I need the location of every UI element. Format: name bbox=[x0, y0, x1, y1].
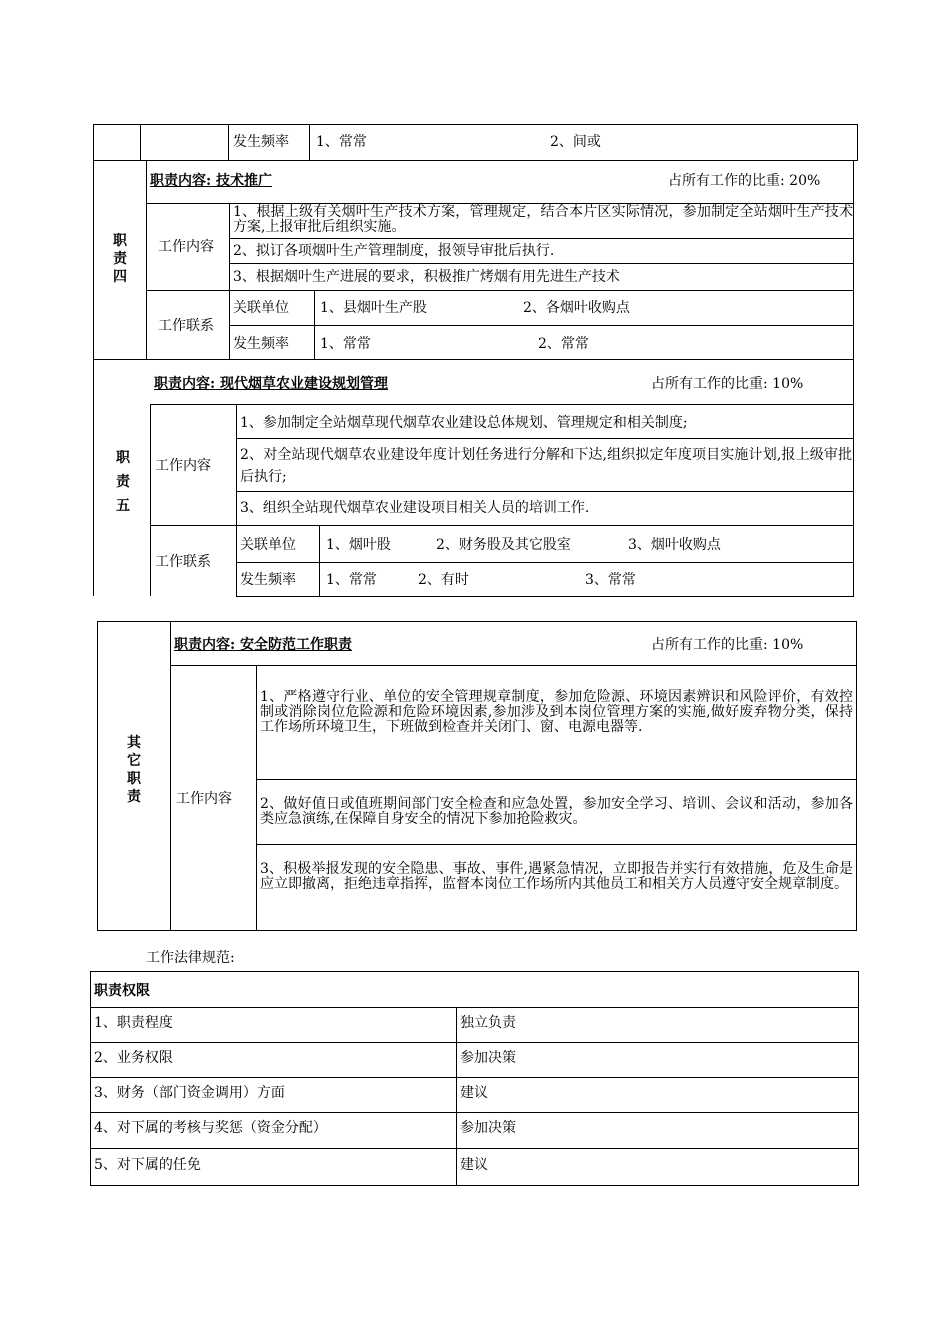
duty-4-related-label: 关联单位 bbox=[233, 300, 289, 316]
duty-4-frequency-1: 1、常常 bbox=[320, 336, 371, 352]
top-frequency-value-1: 1、常常 bbox=[316, 134, 367, 150]
authority-row-3-value: 建议 bbox=[460, 1085, 488, 1101]
duty-4-contact-label: 工作联系 bbox=[158, 318, 214, 334]
other-duty-work-content-label: 工作内容 bbox=[176, 791, 232, 807]
duty-5-work-content-label: 工作内容 bbox=[155, 458, 211, 474]
other-duty-item-3: 3、积极举报发现的安全隐患、事故、事件,遇紧急情况，立即报告并实行有效措施，危及生命是应立即撤离，拒绝违章指挥，监督本岗位工作场所内其他员工和相关方人员遵守安全规章制度。 bbox=[260, 861, 853, 892]
duty-4-related-2: 2、各烟叶收购点 bbox=[523, 300, 630, 316]
authority-row-4-item: 4、对下属的考核与奖惩（资金分配） bbox=[94, 1120, 327, 1136]
duty-4-title: 职责内容: 技术推广 bbox=[150, 173, 273, 189]
duty-5-frequency-3: 3、常常 bbox=[585, 572, 636, 588]
duty-4-side-label: 职 责 四 bbox=[113, 233, 127, 285]
duty-5-frequency-1: 1、常常 bbox=[326, 572, 377, 588]
authority-row-3-item: 3、财务（部门资金调用）方面 bbox=[94, 1085, 285, 1101]
duty-5-contact-label: 工作联系 bbox=[155, 554, 211, 570]
duty-5-related-3: 3、烟叶收购点 bbox=[628, 537, 721, 553]
duty-5-title: 职责内容: 现代烟草农业建设规划管理 bbox=[154, 376, 389, 392]
top-frequency-label: 发生频率 bbox=[233, 134, 289, 150]
other-duty-side-label: 其 它 职 责 bbox=[127, 735, 141, 805]
duty-5-ratio: 占所有工作的比重: 10% bbox=[651, 376, 804, 392]
duty-4-item-3: 3、根据烟叶生产进展的要求，积极推广烤烟有用先进生产技术 bbox=[233, 269, 620, 285]
authority-row-4-value: 参加决策 bbox=[460, 1120, 516, 1136]
authority-row-2-item: 2、业务权限 bbox=[94, 1050, 173, 1066]
duty-5-item-1: 1、参加制定全站烟草现代烟草农业建设总体规划、管理规定和相关制度; bbox=[240, 415, 688, 431]
duty-4-item-1: 1、根据上级有关烟叶生产技术方案，管理规定，结合本片区实际情况，参加制定全站烟叶生产技术方案,上报审批后组织实施。 bbox=[233, 204, 853, 235]
other-duty-title: 职责内容: 安全防范工作职责 bbox=[174, 637, 353, 653]
duty-4-related-1: 1、县烟叶生产股 bbox=[320, 300, 427, 316]
authority-row-1-value: 独立负责 bbox=[460, 1015, 516, 1031]
duty-5-related-1: 1、烟叶股 bbox=[326, 537, 391, 553]
duty-5-frequency-2: 2、有时 bbox=[418, 572, 469, 588]
duty-5-related-2: 2、财务股及其它股室 bbox=[436, 537, 571, 553]
authority-row-2-value: 参加决策 bbox=[460, 1050, 516, 1066]
other-duty-item-2: 2、做好值日或值班期间部门安全检查和应急处置，参加安全学习、培训、会议和活动，参加各类应急演练,在保障自身安全的情况下参加抢险救灾。 bbox=[260, 796, 853, 827]
duty-4-frequency-label: 发生频率 bbox=[233, 336, 289, 352]
duty-5-frequency-label: 发生频率 bbox=[240, 572, 296, 588]
duty-4-frequency-2: 2、常常 bbox=[538, 336, 589, 352]
duty-5-item-2: 2、对全站现代烟草农业建设年度计划任务进行分解和下达,组织拟定年度项目实施计划,报上级审批后执行; bbox=[240, 447, 852, 485]
authority-row-1-item: 1、职责程度 bbox=[94, 1015, 173, 1031]
duty-4-ratio: 占所有工作的比重: 20% bbox=[668, 173, 821, 189]
duty-4-work-content-label: 工作内容 bbox=[158, 239, 214, 255]
authority-row-5-item: 5、对下属的任免 bbox=[94, 1157, 201, 1173]
other-duty-item-1: 1、严格遵守行业、单位的安全管理规章制度，参加危险源、环境因素辨识和风险评价，有效控制或消除岗位危险源和危险环境因素,参加涉及到本岗位管理方案的实施,做好废弃物分类，保持工作场所环境卫生，下班做到检查并关闭门、窗、电源电器等. bbox=[260, 689, 853, 735]
other-duty-ratio: 占所有工作的比重: 10% bbox=[651, 637, 804, 653]
duty-5-item-3: 3、组织全站现代烟草农业建设项目相关人员的培训工作. bbox=[240, 500, 590, 516]
legal-norms-label: 工作法律规范: bbox=[146, 950, 235, 966]
duty-4-item-2: 2、拟订各项烟叶生产管理制度，报领导审批后执行. bbox=[233, 243, 555, 259]
authority-row-5-value: 建议 bbox=[460, 1157, 488, 1173]
top-frequency-value-2: 2、间或 bbox=[550, 134, 601, 150]
duty-5-side-label: 职 责 五 bbox=[116, 450, 130, 514]
duty-5-related-label: 关联单位 bbox=[240, 537, 296, 553]
authority-header: 职责权限 bbox=[94, 983, 150, 999]
